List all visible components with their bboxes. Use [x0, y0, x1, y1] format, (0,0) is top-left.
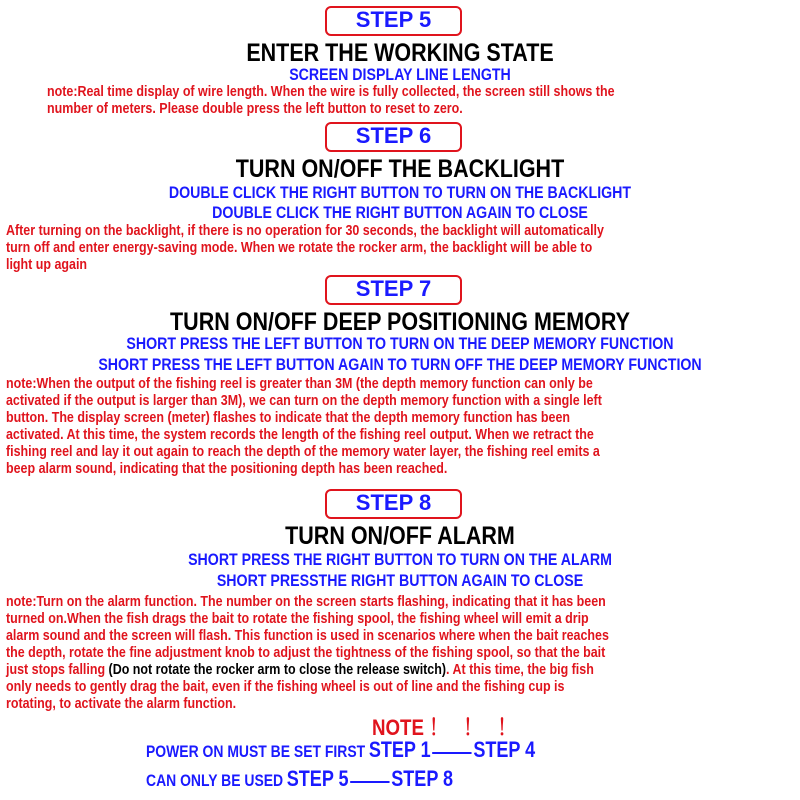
step7-badge: STEP 7 — [325, 275, 462, 305]
step7-note-line-5: fishing reel and lay it out again to reach the depth of the memory water layer, the fishing reel emits a — [6, 444, 600, 460]
footer-line-2-prefix: CAN ONLY BE USED — [146, 771, 284, 790]
step7-note-line-3: button. The display screen (meter) flashes to indicate that the depth memory function has been — [6, 410, 571, 426]
footer-line-2-to: STEP 8 — [391, 766, 454, 791]
step7-subtitle-1: SHORT PRESS THE LEFT BUTTON TO TURN ON THE DEEP MEMORY FUNCTION — [126, 335, 674, 353]
step8-note-warning: (Do not rotate the rocker arm to close the release switch) — [108, 662, 447, 678]
step7-subtitle-2: SHORT PRESS THE LEFT BUTTON AGAIN TO TURN OFF THE DEEP MEMORY FUNCTION — [98, 356, 702, 374]
step6-note-line-2: turn off and enter energy-saving mode. When we rotate the rocker arm, the backlight will be able to — [6, 240, 593, 256]
step6-subtitle-1: DOUBLE CLICK THE RIGHT BUTTON TO TURN ON THE BACKLIGHT — [168, 184, 632, 202]
footer-line-2 — [146, 766, 453, 792]
step8-subtitle-1: SHORT PRESS THE RIGHT BUTTON TO TURN ON THE ALARM — [188, 551, 612, 569]
step5-title: ENTER THE WORKING STATE — [246, 39, 554, 67]
step8-note-line-4: the depth, rotate the fine adjustment knob to adjust the tightness of the fishing spool, so that the bait — [6, 645, 606, 661]
footer-line-1-dash — [432, 752, 471, 754]
step8-subtitle-2: SHORT PRESSTHE RIGHT BUTTON AGAIN TO CLOSE — [216, 572, 584, 590]
step6-subtitle-2: DOUBLE CLICK THE RIGHT BUTTON AGAIN TO CLOSE — [212, 204, 588, 222]
footer-line-1-to: STEP 4 — [473, 737, 536, 762]
step7-title: TURN ON/OFF DEEP POSITIONING MEMORY — [170, 308, 630, 336]
step7-note-line-4: activated. At this time, the system records the length of the fishing reel output. When we retract the — [6, 427, 594, 443]
step5-subtitle: SCREEN DISPLAY LINE LENGTH — [289, 66, 511, 84]
step8-note-line-5 — [6, 662, 594, 678]
step6-note-line-3: light up again — [6, 257, 88, 273]
footer-line-1-from: STEP 1 — [368, 737, 431, 762]
step5-note-line-2: number of meters. Please double press the left button to reset to zero. — [47, 101, 463, 117]
step8-note-line-3: alarm sound and the screen will flash. This function is used in scenarios where when the bait reaches — [6, 628, 609, 644]
step7-note-line-2: activated if the output is larger than 3M), we can turn on the depth memory function with a single left — [6, 393, 602, 409]
footer-line-2-from: STEP 5 — [286, 766, 349, 791]
step8-note-line-6: only needs to gently drag the bait, even if the fishing wheel is out of line and the fishing cup is — [6, 679, 565, 695]
step5-note-line-1: note:Real time display of wire length. When the wire is fully collected, the screen still shows the — [47, 84, 615, 100]
step6-badge: STEP 6 — [325, 122, 462, 152]
step8-badge: STEP 8 — [325, 489, 462, 519]
step8-note-line-5-red: just stops falling — [6, 662, 109, 678]
step8-title: TURN ON/OFF ALARM — [285, 522, 515, 550]
notice-marks: ！ ！ ！ — [429, 715, 522, 740]
notice-text: NOTE — [372, 715, 424, 740]
step8-note-line-1: note:Turn on the alarm function. The number on the screen starts flashing, indicating that it has been — [6, 594, 606, 610]
step8-note-line-5-red-end: . At this time, the big fish — [446, 662, 594, 678]
step7-note-line-6: beep alarm sound, indicating that the positioning depth has been reached. — [6, 461, 448, 477]
footer-line-2-dash — [350, 781, 389, 783]
step7-note-line-1: note:When the output of the fishing reel is greater than 3M (the depth memory function can only be — [6, 376, 593, 392]
step8-note-line-2: turned on.When the fish drags the bait to rotate the fishing spool, the fishing wheel will emit a drip — [6, 611, 589, 627]
step5-badge: STEP 5 — [325, 6, 462, 36]
step8-note-line-7: rotating, to activate the alarm function. — [6, 696, 237, 712]
step6-title: TURN ON/OFF THE BACKLIGHT — [235, 155, 565, 183]
footer-line-1 — [146, 737, 535, 763]
footer-line-1-prefix: POWER ON MUST BE SET FIRST — [146, 742, 366, 761]
step6-note-line-1: After turning on the backlight, if there is no operation for 30 seconds, the backlight will automatically — [6, 223, 604, 239]
